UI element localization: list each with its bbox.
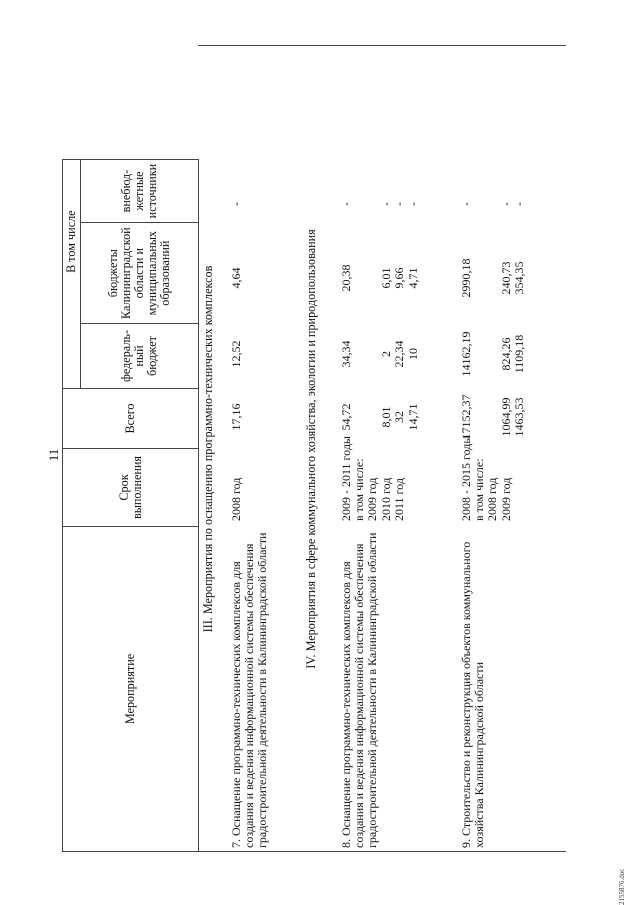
table-row-federal: 14162,19 824,26 1109,18 <box>459 331 527 377</box>
table-row-total: 54,72 8,01 32 14,71 <box>339 403 420 431</box>
header-including: В том числе <box>63 159 81 323</box>
table-row-event: 8. Оснащение программно-технических комплексов для создания и ведения информационной системы обеспечения градостроительной деятельности в Калининградской области <box>339 532 380 848</box>
table-row-event: 7. Оснащение программно-технических комплексов для создания и ведения информационной системы обеспечения градостроительной деятельности в Калининградской области <box>229 532 270 848</box>
header-total: Всего <box>63 389 199 449</box>
table-row-regional: 4,64 <box>229 267 243 289</box>
table-header <box>62 159 199 852</box>
header-event: Мероприятие <box>63 527 199 852</box>
table-row-total: 17,16 <box>229 403 243 431</box>
table-row-extra: - - - - <box>339 202 420 206</box>
table-row-federal: 12,52 <box>229 340 243 368</box>
header-term: Срок выполнения <box>63 449 199 527</box>
header-extra: внебюд-жетные источники <box>81 159 199 223</box>
table-row-extra: - <box>229 202 243 206</box>
table-row-term: 2008 год <box>229 477 243 521</box>
document-id: 2155876.doc <box>618 868 626 905</box>
table-body <box>198 46 566 852</box>
header-federal: федераль-ный бюджет <box>81 324 199 389</box>
section-title: III. Мероприятия по оснащению программно-технических комплексов <box>201 265 215 633</box>
table-row-extra: - - - <box>459 202 527 206</box>
table-row-term: 2009 - 2011 годы в том числе: 2009 год 2010 год 2011 год <box>339 436 406 521</box>
table-row-term: 2008 - 2015 годы в том числе: 2008 год 2009 год <box>459 435 513 521</box>
table-row-event: 9. Строительство и реконструкция объектов коммунального хозяйства Калининградской области <box>459 541 487 848</box>
section-title: IV. Мероприятия в сфере коммунального хозяйства, экологии и природопользования <box>304 229 318 669</box>
page-number: 11 <box>46 448 61 462</box>
table-row-federal: 34,34 2 22,34 10 <box>339 340 420 368</box>
header-regional: бюджеты Калининградской области и муниципальных образований <box>81 223 199 324</box>
table-row-regional: 2990,18 240,73 354,35 <box>459 258 527 298</box>
table-row-total: 17152,37 1064,99 1463,53 <box>459 394 527 440</box>
table-row-regional: 20,38 6,01 9,66 4,71 <box>339 264 420 292</box>
